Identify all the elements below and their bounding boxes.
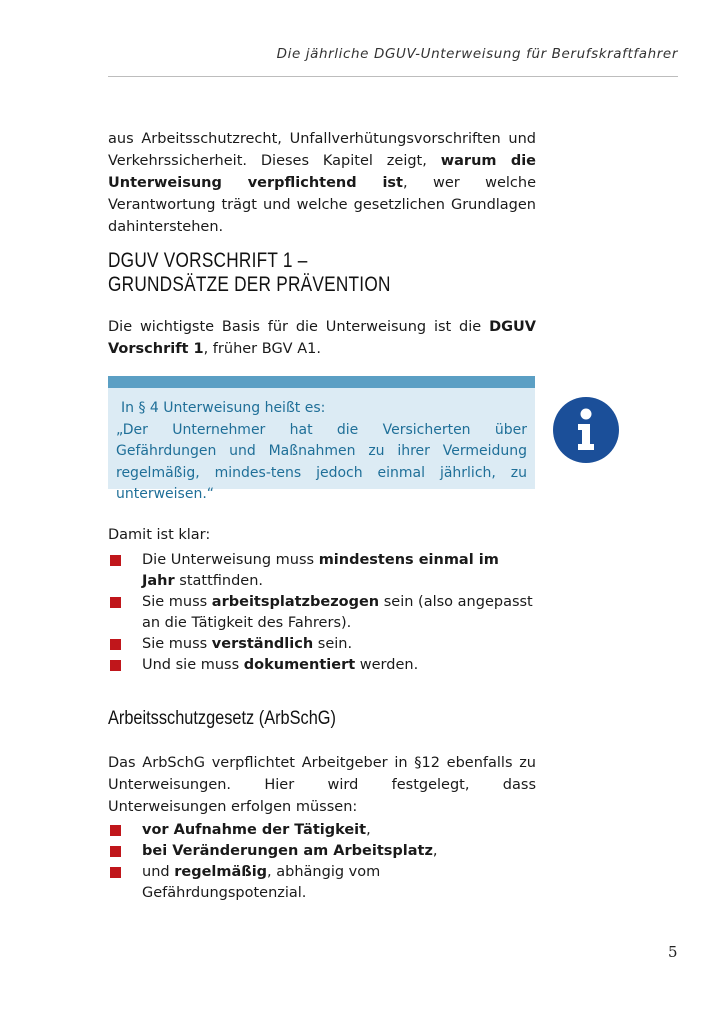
item-text: Die Unterweisung muss [142,552,319,568]
item-bold: dokumentiert [243,657,356,673]
item-text: werden. [355,657,419,673]
list1-intro: Damit ist klar: [108,527,211,543]
list-item [108,841,536,862]
section-heading-dguv [108,249,391,297]
item-bold: verständlich [211,636,314,652]
list-item [108,550,536,592]
dguv-text-1: Die wichtigste Basis für die Unterweisung ist die [108,319,490,335]
arbschg-block [108,752,536,904]
list-item [108,862,536,904]
intro-bold: warum die Unterweisung verpflichtend ist [108,153,537,191]
list-item [108,634,536,655]
list1 [108,550,536,676]
item-text: , [366,822,371,838]
item-text: und [142,864,175,880]
item-text: Sie muss [142,636,212,652]
arbschg-paragraph: Das ArbSchG verpflichtet Arbeitgeber in §12 ebenfalls zu Unterweisungen. Hier wird festgelegt, dass Unterweisungen erfolgen müssen: [108,755,536,815]
list-item [108,655,536,676]
infobox-quote: „Der Unternehmer hat die Versicherten über Gefährdungen und Maßnahmen zu ihrer Vermeidung regelmäßig, mindes-tens jedoch einmal jährlich, zu unterweisen.“ [116,421,527,502]
page-number: 5 [668,943,678,961]
intro-text-2: , wer welche Verantwortung trägt und welche gesetzlichen Grundlagen dahinterstehen. [108,175,536,235]
item-bold: bei Veränderungen am Arbeitsplatz [142,843,433,859]
item-text: , [432,843,438,859]
infobox-top-bar [108,376,535,388]
item-text: stattfinden. [174,573,264,589]
item-bold: vor Aufnahme der Tätigkeit [142,822,367,838]
infobox-text [108,388,535,506]
list1-block [108,524,536,676]
infobox-lead: In § 4 Unterweisung heißt es: [121,400,326,416]
list-item [108,592,536,634]
list-item [108,820,536,841]
item-text: sein (also angepasst an die Tätigkeit des Fahrers). [142,594,533,631]
heading-line-1: DGUV VORSCHRIFT 1 – [108,249,308,272]
dguv-text-2: , früher BGV A1. [203,341,321,357]
item-text: Und sie muss [142,657,244,673]
item-bold: arbeitsplatzbezogen [211,594,380,610]
quote-infobox [108,376,535,502]
info-icon [553,397,619,463]
item-bold: regelmäßig [174,864,268,880]
running-header: Die jährliche DGUV-Unterweisung für Berufskraftfahrer [276,46,678,62]
intro-text-1: aus Arbeitsschutzrecht, Unfallverhütungsvorschriften und Verkehrssicherheit. Dieses Kapitel zeigt, [108,131,536,169]
item-text: Sie muss [142,594,212,610]
item-text: sein. [313,636,353,652]
dguv-bold: DGUV Vorschrift 1 [108,319,536,357]
header-divider [108,76,678,77]
item-bold: mindestens einmal im Jahr [142,552,499,589]
dguv-paragraph [108,316,536,360]
section-heading-arbschg: Arbeitsschutzgesetz (ArbSchG) [108,708,336,729]
list2 [108,820,536,904]
item-text: , abhängig vom Gefährdungspotenzial. [142,864,381,901]
intro-paragraph [108,128,536,238]
heading-line-2: GRUNDSÄTZE DER PRÄVENTION [108,273,391,296]
